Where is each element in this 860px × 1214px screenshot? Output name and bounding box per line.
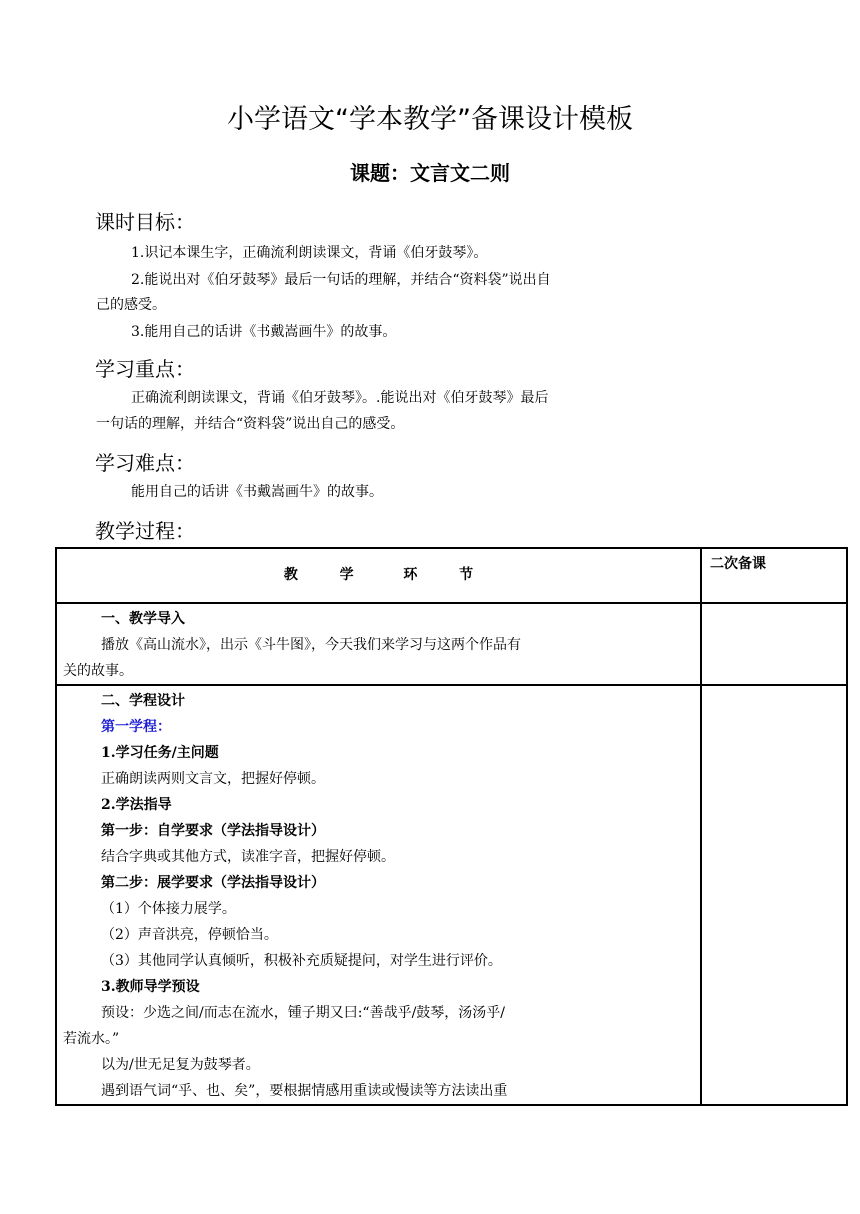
stage-label: 第一学程： bbox=[101, 719, 171, 735]
difficulties-heading: 学习难点： bbox=[95, 451, 195, 475]
key-points-heading: 学习重点： bbox=[95, 357, 195, 381]
task-title: 1.学习任务/主问题 bbox=[101, 745, 219, 761]
objective-line: 3.能用自己的话讲《书戴嵩画牛》的故事。 bbox=[131, 324, 397, 340]
section-title: 二、学程设计 bbox=[101, 693, 185, 709]
table-header-main bbox=[56, 548, 701, 603]
section-intro-cell bbox=[56, 603, 701, 685]
section-design-cell bbox=[56, 685, 701, 1105]
table-header-side: 二次备课 bbox=[701, 548, 847, 603]
preset-title: 3.教师导学预设 bbox=[101, 979, 200, 995]
header-char: 环 bbox=[403, 567, 418, 583]
preset-line: 遇到语气词“乎、也、矣”，要根据情感用重读或慢读等方法读出重 bbox=[101, 1083, 508, 1099]
key-points-line: 正确流利朗读课文，背诵《伯牙鼓琴》。.能说出对《伯牙鼓琴》最后 bbox=[131, 390, 549, 406]
header-char: 学 bbox=[339, 567, 354, 583]
preset-line: 以为/世无足复为鼓琴者。 bbox=[101, 1057, 260, 1073]
process-heading: 教学过程： bbox=[95, 519, 195, 543]
page-title: 小学语文“学本教学”备课设计模板 bbox=[227, 104, 633, 135]
method-title: 2.学法指导 bbox=[101, 797, 172, 813]
task-text: 正确朗读两则文言文，把握好停顿。 bbox=[101, 771, 325, 787]
revision-cell bbox=[701, 603, 847, 685]
objective-line: 1.识记本课生字，正确流利朗读课文，背诵《伯牙鼓琴》。 bbox=[131, 245, 488, 261]
step1-text: 结合字典或其他方式，读准字音，把握好停顿。 bbox=[101, 849, 395, 865]
difficulties-line: 能用自己的话讲《书戴嵩画牛》的故事。 bbox=[131, 484, 383, 500]
step2-item: （3）其他同学认真倾听，积极补充质疑提问，对学生进行评价。 bbox=[101, 953, 502, 969]
step2-item: （1）个体接力展学。 bbox=[101, 901, 236, 917]
step1-title: 第一步：自学要求（学法指导设计） bbox=[101, 823, 325, 839]
header-char: 教 bbox=[283, 567, 298, 583]
step2-item: （2）声音洪亮，停顿恰当。 bbox=[101, 927, 278, 943]
step2-title: 第二步：展学要求（学法指导设计） bbox=[101, 875, 325, 891]
section-title: 一、教学导入 bbox=[101, 611, 185, 627]
header-char: 节 bbox=[459, 567, 474, 583]
section-text: 播放《高山流水》，出示《斗牛图》，今天我们来学习与这两个作品有 bbox=[101, 637, 521, 653]
objective-line: 2.能说出对《伯牙鼓琴》最后一句话的理解，并结合“资料袋”说出自 bbox=[131, 272, 551, 288]
key-points-line: 一句话的理解，并结合“资料袋”说出自己的感受。 bbox=[96, 416, 405, 432]
objective-line: 己的感受。 bbox=[96, 297, 166, 313]
objectives-heading: 课时目标： bbox=[95, 210, 195, 234]
revision-cell bbox=[701, 685, 847, 1105]
preset-line: 预设：少选之间/而志在流水，锺子期又曰:“善哉乎/鼓琴，汤汤乎/ bbox=[101, 1005, 506, 1021]
section-text: 关的故事。 bbox=[63, 663, 133, 679]
preset-line: 若流水。” bbox=[63, 1031, 120, 1047]
teaching-process-table bbox=[55, 547, 848, 1106]
lesson-title: 课题：文言文二则 bbox=[350, 161, 510, 185]
